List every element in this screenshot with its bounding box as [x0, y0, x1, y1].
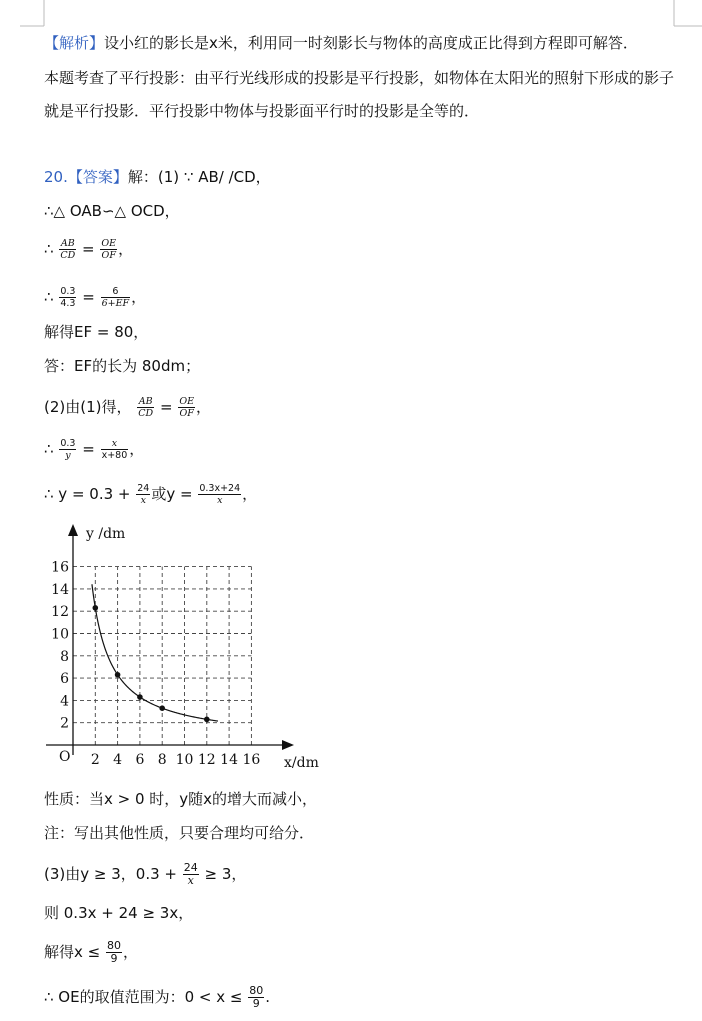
fraction-denominator: x	[140, 495, 146, 506]
fraction-denominator: 9	[252, 997, 260, 1010]
analysis-note-line-2: 就是平行投影．平行投影中物体与投影面平行时的投影是全等的．	[44, 102, 480, 120]
equals-sign: =	[82, 240, 95, 258]
therefore-symbol: ∴	[44, 440, 54, 458]
step-3	[44, 238, 133, 261]
fraction-oe-of	[100, 238, 117, 261]
fraction-numerator: 6	[101, 286, 131, 298]
fraction-numerator: OE	[101, 238, 117, 249]
analysis-tag: 【解析】	[44, 34, 105, 52]
x-tick-label: 4	[113, 752, 123, 768]
y-tick-label: 2	[60, 715, 69, 732]
y-tick-label: 12	[51, 604, 69, 621]
period: .	[265, 988, 271, 1006]
equals-sign: =	[82, 288, 95, 306]
equation-or: 或y =	[151, 485, 193, 503]
fraction-denominator: x	[187, 874, 194, 887]
therefore-symbol: ∴	[44, 288, 54, 306]
equation-prefix: ∴ y = 0.3 +	[44, 485, 131, 503]
data-point	[93, 605, 99, 611]
part-3-line-1	[44, 862, 246, 887]
answer-tag: 【答案】	[67, 168, 128, 186]
range-prefix: ∴ OE的取值范围为：0 < x ≤	[44, 988, 243, 1006]
step-2: ∴△ OAB∽△ OCD，	[44, 202, 180, 220]
fraction-denominator: 9	[110, 952, 118, 965]
part-2-line-2	[44, 438, 144, 461]
part-3-line-3	[44, 940, 138, 965]
answer-header-line	[44, 167, 271, 187]
comma: ，	[242, 485, 258, 503]
x-tick-label: 2	[90, 752, 100, 768]
inequality-suffix: ≥ 3，	[204, 865, 247, 883]
comma: ，	[131, 288, 147, 306]
fraction-numerator: 80	[249, 984, 264, 997]
x-tick-label: 14	[220, 752, 239, 768]
analysis-line	[44, 33, 638, 53]
fraction-denominator: 6+EF	[101, 298, 130, 309]
fraction-03-y	[59, 438, 76, 461]
y-axis-label: y /dm	[86, 526, 126, 542]
fraction-ab-cd	[137, 396, 154, 419]
fraction-function	[198, 483, 241, 506]
question-number: 20.	[44, 168, 68, 186]
fraction-denominator: CD	[60, 250, 76, 261]
page-corner-mark-right	[672, 0, 702, 30]
part-3-line-2: 则 0.3x + 24 ≥ 3x，	[44, 904, 194, 922]
fraction-oe-of	[178, 396, 195, 419]
x-tick-label: 16	[242, 752, 261, 768]
y-tick-label: 8	[60, 648, 69, 665]
fraction-denominator: x+80	[101, 450, 128, 461]
fraction-x-x80	[101, 438, 129, 461]
analysis-note-line-1: 本题考查了平行投影：由平行光线形成的投影是平行投影，如物体在太阳光的照射下形成的影子	[44, 69, 675, 87]
data-point	[204, 717, 210, 723]
part-2-line-3	[44, 483, 257, 506]
fraction-ratio-right	[101, 286, 131, 309]
step-6: 答：EF的长为 80dm；	[44, 357, 201, 375]
fraction-numerator: AB	[60, 238, 75, 249]
fraction-numerator: x	[101, 438, 129, 450]
property-line: 性质：当x > 0 时，y随x的增大而减小，	[44, 790, 318, 808]
fraction-numerator: AB	[138, 396, 153, 407]
page-corner-mark-left	[0, 0, 46, 30]
step-1: 解：(1) ∵ AB/ /CD，	[127, 168, 271, 186]
origin-label: O	[59, 749, 71, 765]
comma: ，	[123, 943, 139, 961]
part-2-line-1	[44, 396, 211, 419]
x-tick-label: 10	[175, 752, 194, 768]
note-line: 注：写出其他性质，只要合理均可给分．	[44, 824, 315, 842]
equals-sign: =	[82, 440, 95, 458]
fraction-ratio-left	[59, 286, 76, 309]
fraction-numerator: 0.3	[60, 438, 76, 449]
fraction-denominator: OF	[101, 250, 116, 261]
fraction-numerator: 0.3	[60, 286, 76, 297]
x-tick-label: 6	[135, 752, 145, 768]
function-graph	[40, 520, 330, 775]
x-axis-label: x/dm	[284, 755, 319, 771]
step-4	[44, 286, 146, 309]
y-tick-label: 6	[60, 671, 69, 688]
data-point	[115, 672, 121, 678]
fraction-denominator: 4.3	[60, 298, 76, 309]
fraction-numerator: 24	[137, 483, 150, 494]
fraction-numerator: 80	[107, 939, 121, 952]
y-tick-label: 16	[51, 559, 69, 576]
fraction-denominator: OF	[179, 408, 194, 419]
y-tick-label: 4	[60, 693, 69, 710]
fraction-24-x	[183, 862, 199, 887]
inequality-prefix: (3)由y ≥ 3，0.3 +	[44, 865, 177, 883]
part-3-line-4	[44, 985, 270, 1010]
analysis-text: 设小红的影长是x米，利用同一时刻影长与物体的高度成正比得到方程即可解答．	[104, 34, 638, 52]
fraction-80-9	[106, 940, 122, 965]
x-tick-label: 12	[197, 752, 216, 768]
fraction-80-9	[248, 985, 264, 1010]
data-point	[159, 705, 165, 711]
x-tick-label: 8	[157, 752, 167, 768]
y-tick-label: 14	[51, 581, 69, 598]
comma: ，	[129, 440, 145, 458]
y-axis-arrow-icon	[68, 524, 78, 536]
fraction-denominator: CD	[138, 408, 154, 419]
therefore-symbol: ∴	[44, 240, 54, 258]
data-point	[137, 694, 143, 700]
step-5: 解得EF = 80，	[44, 323, 149, 341]
fraction-numerator: OE	[179, 396, 195, 407]
fraction-denominator: y	[65, 450, 71, 461]
comma: ，	[196, 398, 212, 416]
y-tick-label: 10	[51, 626, 69, 643]
x-axis-arrow-icon	[282, 740, 294, 750]
comma: ，	[118, 240, 134, 258]
fraction-24-x	[136, 483, 150, 506]
solution-prefix: 解得x ≤	[44, 943, 101, 961]
fraction-numerator: 24	[183, 861, 198, 874]
fraction-denominator: x	[217, 495, 223, 506]
equals-sign: =	[159, 398, 173, 416]
fraction-numerator: 0.3x+24	[199, 483, 241, 494]
fraction-ab-cd	[59, 238, 76, 261]
part-2-prefix: (2)由(1)得，	[44, 398, 132, 416]
